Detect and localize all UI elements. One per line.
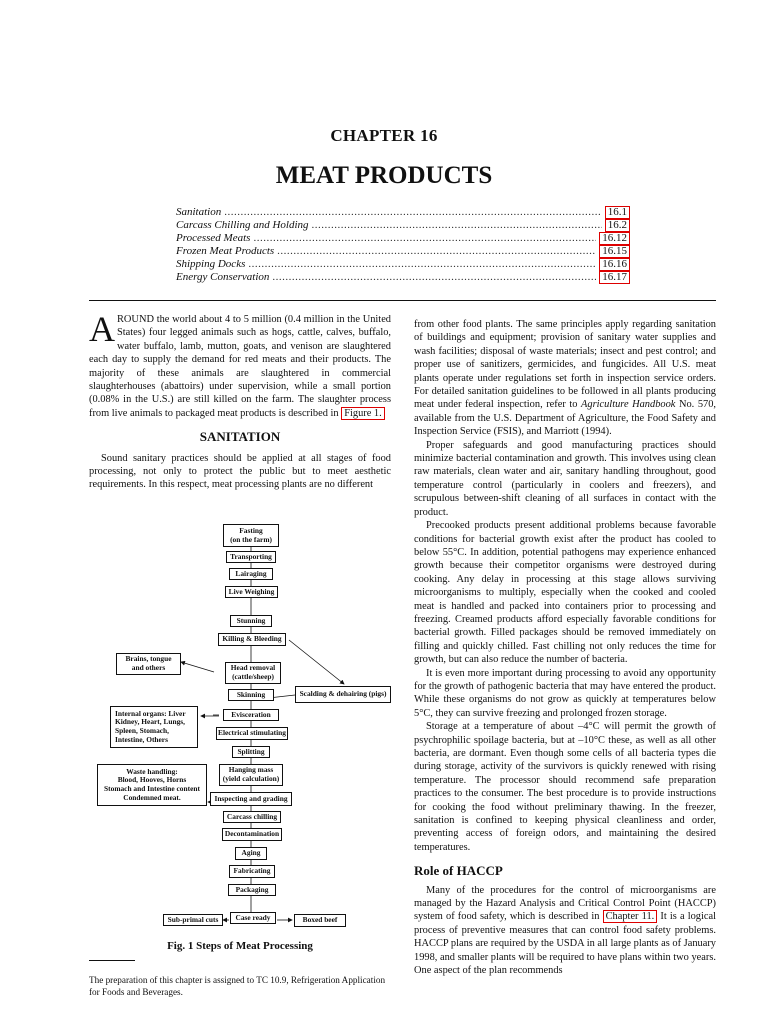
left-column — [89, 309, 391, 492]
safeguards-paragraph: Proper safeguards and good manufacturing practices should minimize bacterial contamination and growth. This involves using clean raw materials, clean water and air, sanitary handling throughout, good temperature control (particularly in coolers and freezers), and scrupulous between-shift cleaning of all surfaces in contact with the product. — [414, 439, 716, 518]
toc-row — [176, 219, 630, 232]
meat-processing-flowchart — [89, 520, 391, 932]
right-column — [414, 318, 716, 978]
toc-page-link[interactable]: 16.2 — [605, 219, 630, 232]
intro-text: ROUND the world about 4 to 5 million (0.4 million in the United States) four legged animals such as hogs, cattle, calves, buffalo, water buffalo, lamb, mutton, goats, and venison are slaughtered each day to supply the demand for red meats and their products. The majority of these animals are slaughtered in commercial slaughterhouses (abattoirs) under supervision, while a small portion (0.08% in the U.S.) are still killed on the farm. The slaughter process from live animals to packaged meat products is described in — [89, 314, 391, 419]
step-electrical-stimulating: Electrical stimulating — [216, 727, 288, 740]
toc-page-link[interactable]: 16.17 — [599, 271, 630, 284]
step-carcass-chilling: Carcass chilling — [223, 811, 281, 823]
step-transporting: Transporting — [226, 551, 276, 563]
toc-leader-dots — [248, 258, 596, 271]
pathogen-paragraph: It is even more important during processing to avoid any opportunity for the growth of pathogenic bacteria that may have entered the product. While these organisms do not grow as quickly at temperatures below 5°C, they can survive freezing and prolonged frozen storage. — [414, 667, 716, 719]
toc-row — [176, 245, 630, 258]
para-text: No. 570, available from the U.S. Department of Agriculture, the Food Safety and Inspection Service (FSIS), and Marriott (1994). — [414, 399, 717, 438]
figure-1-link[interactable]: Figure 1. — [341, 407, 385, 420]
step-live-weighing: Live Weighing — [225, 586, 278, 598]
toc-page-link[interactable]: 16.16 — [599, 258, 630, 271]
toc-label: Processed Meats — [176, 232, 251, 244]
side-brains-tongue: Brains, tongue and others — [116, 653, 181, 675]
step-skinning: Skinning — [228, 689, 274, 701]
toc-label: Carcass Chilling and Holding — [176, 219, 309, 231]
toc-row — [176, 232, 630, 245]
step-inspecting-grading: Inspecting and grading — [210, 792, 292, 806]
step-aging: Aging — [235, 847, 267, 860]
toc-leader-dots — [272, 271, 596, 284]
step-splitting: Splitting — [232, 746, 270, 758]
step-evisceration: Evisceration — [223, 709, 279, 721]
step-head-removal: Head removal (cattle/sheep) — [225, 662, 281, 684]
toc-label: Energy Conservation — [176, 271, 270, 283]
header-rule — [89, 300, 716, 301]
toc-leader-dots — [277, 245, 596, 258]
sanitation-continued-paragraph — [414, 318, 716, 439]
sanitation-paragraph: Sound sanitary practices should be applied at all stages of food processing, not only to protect the public but to meet aesthetic requirements. In this respect, meat processing plants are no different — [89, 452, 391, 491]
toc-leader-dots — [224, 206, 602, 219]
para-text: Many of the procedures for the control of microorganisms are managed by the Hazard Analysis and Critical Control Point (HACCP) system of food safety, which is described in — [414, 884, 716, 923]
step-killing-bleeding: Killing & Bleeding — [218, 633, 286, 646]
intro-paragraph — [89, 309, 391, 420]
footnote-rule — [89, 960, 135, 961]
toc-label: Sanitation — [176, 206, 222, 218]
side-sub-primal-cuts: Sub-primal cuts — [163, 914, 223, 926]
toc-row — [176, 258, 630, 271]
para-text: It is a logical process of preventive measures that can control food safety problems. HACCP plans are required by the USDA in all large plants as of January 1998, and smaller plants will be required to have plans within two years. One aspect of the plan recommends — [414, 911, 716, 977]
page-title: MEAT PRODUCTS — [275, 162, 493, 189]
chapter-number: CHAPTER 16 — [330, 126, 438, 145]
step-lairaging: Lairaging — [229, 568, 273, 580]
step-hanging-mass: Hanging mass (yield calculation) — [219, 764, 283, 786]
drop-cap: A — [89, 309, 115, 349]
footnote: The preparation of this chapter is assigned to TC 10.9, Refrigeration Application for Foods and Beverages. — [89, 975, 386, 997]
toc-row — [176, 271, 630, 284]
subsection-heading-haccp: Role of HACCP — [414, 863, 503, 879]
side-internal-organs: Internal organs: Liver Kidney, Heart, Lungs, Spleen, Stomach, Intestine, Others — [110, 706, 198, 748]
section-heading-sanitation: SANITATION — [199, 429, 281, 445]
step-decontamination: Decontamination — [222, 828, 282, 841]
toc-label: Frozen Meat Products — [176, 245, 275, 257]
side-waste-handling: Waste handling: Blood, Hooves, Horns Stomach and Intestine content Condemned meat. — [97, 764, 207, 806]
step-fasting: Fasting (on the farm) — [223, 524, 279, 547]
storage-paragraph: Storage at a temperature of about –4°C will permit the growth of psychrophilic spoilage bacteria, but at –10°C these, as well as all other bacteria, are dormant. Even though some cells of all bacteria types die during storage, activity of the survivors is quickly renewed with rising temperature. The processor should recommend safe preparation practices to the consumer. The best procedure is to provide instructions for cooking the food without preliminary thawing. In the freezer, sanitation is confined to keeping physical cleanliness and order, preventing access of foreign odors, and maintaining the desired temperatures. — [414, 721, 716, 853]
figure-caption: Fig. 1 Steps of Meat Processing — [167, 940, 313, 952]
table-of-contents — [176, 206, 630, 284]
step-packaging: Packaging — [228, 884, 276, 896]
step-stunning: Stunning — [230, 615, 272, 627]
precooked-paragraph: Precooked products present additional problems because favorable conditions for bacterial growth exist after the product has cooled to below 55°C. In addition, potential pathogens may experience enhanced growth because their competitor organisms were destroyed during cooking. Any delay in processing at this stage allows surviving microorganisms to multiply, especially when the cooked and cooled meat is handled and packed into containers prior to processing and freezing. Creamed products afford especially favorable conditions for bacterial growth. Filled packages should be removed immediately on filling and quickly chilled. Fast chilling not only reduces the time for growth, but can also reduce the number of bacteria. — [414, 520, 716, 666]
toc-label: Shipping Docks — [176, 258, 246, 270]
handbook-title: Agriculture Handbook — [581, 399, 676, 411]
toc-page-link[interactable]: 16.1 — [605, 206, 630, 219]
chapter-11-link[interactable]: Chapter 11. — [603, 910, 658, 923]
haccp-paragraph — [414, 884, 716, 978]
toc-leader-dots — [312, 219, 602, 232]
toc-row — [176, 206, 630, 219]
side-scalding-dehairing: Scalding & dehairing (pigs) — [295, 686, 391, 703]
para-text: from other food plants. The same principles apply regarding sanitation of buildings and equipment; provision of sanitary water supplies and wash facilities; disposal of waste materials; insect and pest control; and proper use of sanitizers, germicides, and fungicides. All U.S. meat plants operate under regulations set forth in inspection service orders. For detailed sanitation guidelines to be followed in all plants producing meat under federal inspection, refer to — [414, 319, 716, 411]
step-case-ready: Case ready — [230, 912, 276, 924]
toc-leader-dots — [253, 232, 596, 245]
toc-page-link[interactable]: 16.12 — [599, 232, 630, 245]
toc-page-link[interactable]: 16.15 — [599, 245, 630, 258]
side-boxed-beef: Boxed beef — [294, 914, 346, 927]
step-fabricating: Fabricating — [229, 865, 275, 878]
